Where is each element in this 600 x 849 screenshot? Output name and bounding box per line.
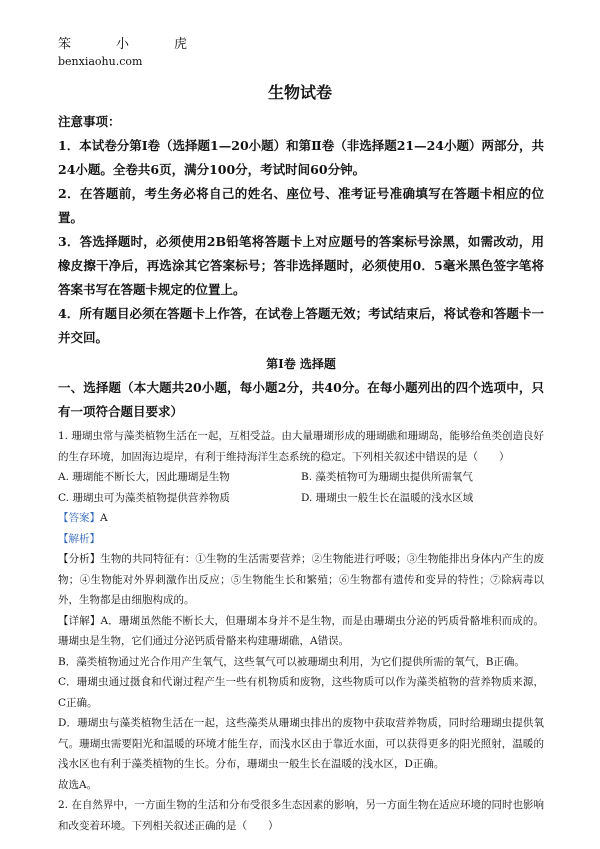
answer-value: A xyxy=(100,512,108,524)
answer-tag: 【答案】 xyxy=(58,512,100,524)
xiangjie-text: A．珊瑚虽然能不断长大，但珊瑚本身并不是生物，而是由珊瑚虫分泌的钙质骨骼堆积而成的。珊瑚虫是生物，它们通过分泌钙质骨骼来构建珊瑚礁，A错误。 xyxy=(58,614,544,647)
notice-section xyxy=(58,110,544,350)
fenxi-paragraph xyxy=(58,549,544,611)
answer-line xyxy=(58,508,544,529)
fenxi-tag: 【分析】 xyxy=(58,553,101,565)
document-content xyxy=(58,110,544,836)
section-heading: 一、选择题（本大题共20小题，每小题2分，共40分。在每小题列出的四个选项中，只有一项符合题目要求） xyxy=(58,380,544,419)
question-stem: 1. 珊瑚虫常与藻类植物生活在一起，互相受益。由大量珊瑚形成的珊瑚礁和珊瑚岛，能够给鱼类创造良好的生存环境，加固海边堤岸，有利于维持海洋生态系统的稳定。下列相关叙述中错误的是（ ） xyxy=(58,430,544,463)
brand-url: benxiaohu.com xyxy=(58,55,143,68)
notice-item: 1．本试卷分第Ⅰ卷（选择题1—20小题）和第Ⅱ卷（非选择题21—24小题）两部分，共24小题。全卷共6页，满分100分，考试时间60分钟。 xyxy=(58,138,544,177)
option-c: C. 珊瑚虫可为藻类植物提供营养物质 xyxy=(58,491,230,504)
brand-header xyxy=(58,36,203,70)
answer-options xyxy=(58,467,544,508)
analysis-line xyxy=(58,529,544,550)
xiangjie-paragraph xyxy=(58,611,544,652)
xiangjie-paragraph: C．珊瑚虫通过摄食和代谢过程产生一些有机物质和废物，这些物质可以作为藻类植物的营养物质来源，C正确。 xyxy=(58,676,544,709)
option-d: D. 珊瑚虫一般生长在温暖的浅水区域 xyxy=(301,491,474,504)
analysis-tag: 【解析】 xyxy=(58,532,100,545)
xiangjie-paragraph: D．珊瑚虫与藻类植物生活在一起，这些藻类从珊瑚虫排出的废物中获取营养物质，同时给珊瑚虫提供氧气。珊瑚虫需要阳光和温暖的环境才能生存，而浅水区由于靠近水面，可以获得更多的阳光照射，温暖的浅水区也有利于藻类植物的生长。分布，珊瑚虫一般生长在温暖的浅水区，D正确。 xyxy=(58,717,544,770)
xiangjie-tag: 【详解】 xyxy=(58,614,101,627)
notice-item: 3．答选择题时，必须使用2B铅笔将答题卡上对应题号的答案标号涂黑，如需改动，用橡皮擦干净后，再选涂其它答案标号；答非选择题时，必须使用0．5毫米黑色签字笔将答案书写在答题卡规定的位置上。 xyxy=(58,234,544,297)
notice-item: 4．所有题目必须在答题卡上作答，在试卷上答题无效；考试结束后，将试卷和答题卡一并交回。 xyxy=(58,306,544,345)
fenxi-text: 生物的共同特征有：①生物的生活需要营养；②生物能进行呼吸；③生物能排出身体内产生的废物；④生物能对外界刺激作出反应；⑤生物能生长和繁殖；⑥生物都有遗传和变异的特性；⑦除病毒以外，生物都是由细胞构成的。 xyxy=(58,553,545,606)
option-b: B. 藻类植物可为珊瑚虫提供所需氧气 xyxy=(301,471,473,483)
conclusion: 故选A。 xyxy=(58,778,98,791)
option-a: A. 珊瑚能不断长大，因此珊瑚是生物 xyxy=(58,471,230,483)
question-block xyxy=(58,426,544,836)
brand-name: 笨 小 虎 xyxy=(58,37,204,52)
part-title: 第Ⅰ卷 选择题 xyxy=(266,357,336,371)
question-stem: 2. 在自然界中，一方面生物的生活和分布受很多生态因素的影响，另一方面生物在适应环境的同时也影响和改变着环境。下列相关叙述正确的是（ ） xyxy=(58,799,544,832)
notice-heading: 注意事项： xyxy=(58,114,121,129)
notice-item: 2．在答题前，考生务必将自己的姓名、座位号、准考证号准确填写在答题卡相应的位置。 xyxy=(58,186,544,225)
document-title: 生物试卷 xyxy=(267,83,332,102)
xiangjie-paragraph: B．藻类植物通过光合作用产生氧气，这些氧气可以被珊瑚虫利用，为它们提供所需的氧气，B正确。 xyxy=(58,655,525,668)
